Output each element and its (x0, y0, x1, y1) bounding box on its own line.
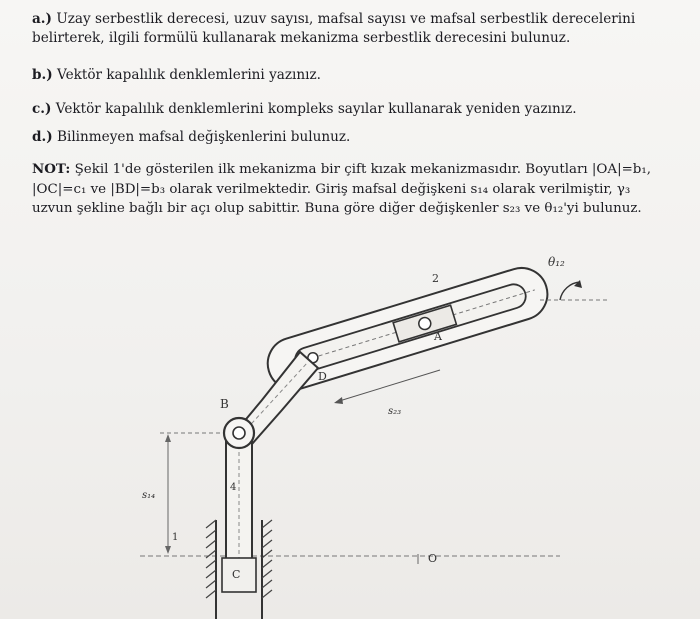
label-s14: s₁₄ (142, 490, 156, 501)
question-d-text: Bilinmeyen mafsal değişkenlerini bulunuz. (57, 129, 351, 145)
question-b-text: Vektör kapalılık denklemlerini yazınız. (57, 67, 321, 83)
s14-arrow-bottom (165, 546, 171, 554)
label-o: O (428, 552, 438, 565)
note-line1: Şekil 1'de gösterilen ilk mekanizma bir çift kızak mekanizmasıdır. Boyutları |OA|=b₁, (74, 162, 652, 177)
label-link-1: 1 (172, 532, 179, 543)
question-c-text: Vektör kapalılık denklemlerini kompleks sayılar kullanarak yeniden yazınız. (55, 101, 577, 117)
label-s23: s₂₃ (388, 406, 402, 417)
label-a: A (434, 330, 442, 343)
question-c-prefix: c.) (32, 101, 52, 117)
question-a-line2: belirterek, ilgili formülü kullanarak mekanizma serbestlik derecesini bulunuz. (32, 30, 571, 46)
s14-arrow-top (165, 434, 171, 442)
question-b-prefix: b.) (32, 67, 53, 83)
note-label: NOT: (32, 161, 71, 177)
link-4-rod (226, 440, 252, 560)
question-d (32, 128, 350, 147)
note-line2: |OC|=c₁ ve |BD|=b₃ olarak verilmektedir. Giriş mafsal değişkeni s₁₄ olarak verilmiştir, γ₃ (32, 181, 631, 197)
label-link-4: 4 (230, 482, 237, 493)
note-line3: uzvun şekline bağlı bir açı olup sabittir. Buna göre diğer değişkenler s₂₃ ve θ₁₂'yi bulunuz. (32, 201, 642, 216)
question-a-line1: Uzay serbestlik derecesi, uzuv sayısı, mafsal sayısı ve mafsal serbestlik derecelerini (56, 11, 636, 27)
question-a-prefix: a.) (32, 11, 52, 27)
label-theta12: θ₁₂ (548, 255, 565, 269)
question-a (32, 10, 635, 48)
question-c (32, 100, 577, 119)
label-link-2: 2 (432, 272, 439, 285)
s23-dimension-line (336, 370, 440, 402)
s23-arrow (334, 397, 343, 404)
mechanism-figure (0, 240, 700, 619)
joint-b (233, 427, 245, 439)
label-c: C (232, 568, 241, 581)
label-b: B (220, 397, 229, 411)
question-d-prefix: d.) (32, 129, 53, 145)
label-d: D (318, 370, 327, 383)
question-b (32, 66, 321, 85)
note-paragraph (32, 160, 682, 219)
theta-arrow (574, 280, 582, 288)
